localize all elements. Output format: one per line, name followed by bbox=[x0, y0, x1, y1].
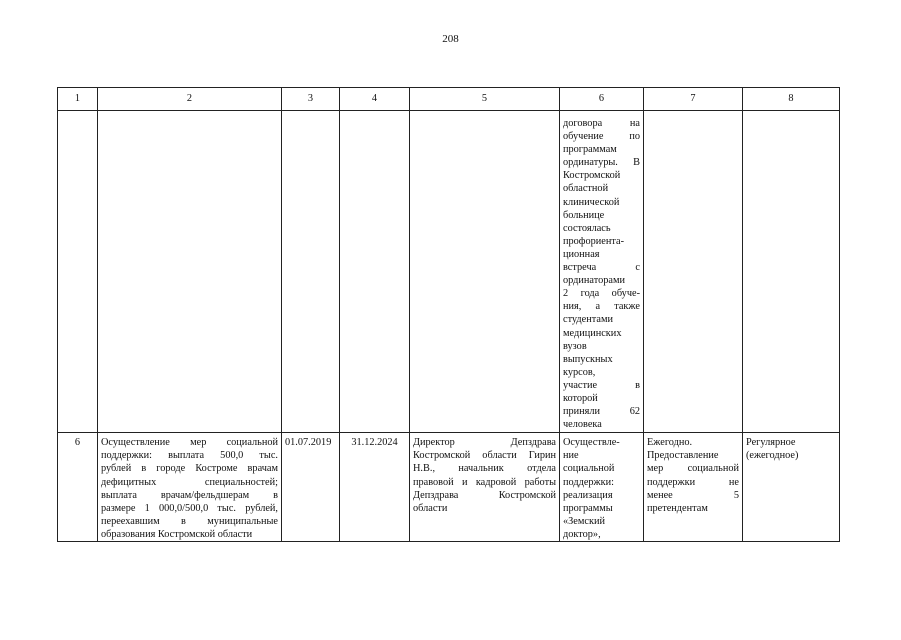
text-line: человека bbox=[563, 419, 602, 431]
text-line: клинической bbox=[563, 196, 620, 208]
column-number-7: 7 bbox=[644, 88, 743, 111]
text-line: доктор», bbox=[563, 528, 601, 540]
text-line: области bbox=[413, 502, 448, 514]
text-line: обучение по bbox=[563, 131, 640, 143]
table-row-continuation bbox=[58, 111, 840, 433]
text-line: дефицитных специальностей; bbox=[101, 476, 278, 488]
text-line: «Земский bbox=[563, 515, 605, 527]
text-line: Предоставление bbox=[647, 450, 719, 462]
text-line: ординатуры. В bbox=[563, 157, 640, 169]
text-line: участие в bbox=[563, 379, 640, 391]
column-number-8: 8 bbox=[743, 88, 840, 111]
header-row bbox=[58, 88, 840, 111]
column-number-2: 2 bbox=[98, 88, 282, 111]
text-line: областной bbox=[563, 183, 609, 195]
text-line: (ежегодное) bbox=[746, 450, 799, 462]
text-line: программы bbox=[563, 502, 613, 514]
text-line: выплата врачам/фельдшерам в bbox=[101, 489, 278, 501]
text-line: Ежегодно. bbox=[647, 437, 693, 449]
text-line: образования Костромской области bbox=[101, 528, 253, 540]
measures-table bbox=[57, 87, 840, 542]
cont-cell-3 bbox=[282, 111, 340, 433]
text-line: договора на bbox=[563, 118, 640, 129]
text-line: курсов, bbox=[563, 366, 596, 378]
text-line: Костромской области Гирин bbox=[413, 450, 556, 462]
periodicity bbox=[743, 433, 840, 542]
text-line: менее 5 bbox=[647, 489, 739, 501]
text-line: Костромской bbox=[563, 170, 621, 182]
column-number-1: 1 bbox=[58, 88, 98, 111]
text-line: правовой и кадровой работы bbox=[413, 476, 556, 488]
text-line: ния, а также bbox=[563, 301, 640, 313]
text-line: вузов bbox=[563, 340, 587, 352]
text-line: состоялась bbox=[563, 222, 611, 234]
text-line: Регулярное bbox=[746, 437, 796, 449]
text-line: ординаторами bbox=[563, 275, 625, 287]
text-line: которой bbox=[563, 392, 598, 404]
text-line: ционная bbox=[563, 248, 600, 260]
start-date: 01.07.2019 bbox=[282, 433, 340, 542]
text-line: выпускных bbox=[563, 353, 613, 365]
cont-cell-1 bbox=[58, 111, 98, 433]
cont-cell-4 bbox=[340, 111, 410, 433]
cont-cell-8 bbox=[743, 111, 840, 433]
result-text bbox=[560, 433, 644, 542]
text-line: рублей в городе Костроме врачам bbox=[101, 463, 278, 475]
cont-cell-2 bbox=[98, 111, 282, 433]
text-line: мер социальной bbox=[647, 463, 739, 475]
column-number-3: 3 bbox=[282, 88, 340, 111]
text-line: Осуществление мер социальной bbox=[101, 437, 278, 449]
text-line: медицинских bbox=[563, 327, 622, 339]
cont-cell-5 bbox=[410, 111, 560, 433]
text-line: размере 1 000,0/500,0 тыс. рублей, bbox=[101, 502, 278, 514]
text-line: поддержки: выплата 500,0 тыс. bbox=[101, 450, 278, 462]
text-line: профориента- bbox=[563, 235, 624, 247]
text-line: Осуществле- bbox=[563, 437, 620, 449]
text-line: встреча с bbox=[563, 262, 640, 274]
column-number-4: 4 bbox=[340, 88, 410, 111]
text-line: поддержки не bbox=[647, 476, 739, 488]
text-line: студентами bbox=[563, 314, 613, 326]
text-line: Директор Депздрава bbox=[413, 437, 556, 449]
text-line: реализация bbox=[563, 489, 613, 501]
measure-description bbox=[98, 433, 282, 542]
text-line: поддержки: bbox=[563, 476, 615, 488]
text-line: Депздрава Костромской bbox=[413, 489, 556, 501]
target-indicator bbox=[644, 433, 743, 542]
text-line: претендентам bbox=[647, 502, 708, 514]
text-line: больнице bbox=[563, 209, 605, 221]
row-number: 6 bbox=[58, 433, 98, 542]
column-number-5: 5 bbox=[410, 88, 560, 111]
text-line: ние bbox=[563, 450, 579, 462]
text-line: Н.В., начальник отдела bbox=[413, 463, 556, 475]
text-line: переехавшим в муниципальные bbox=[101, 515, 278, 527]
cont-cell-7 bbox=[644, 111, 743, 433]
text-line: приняли 62 bbox=[563, 406, 640, 418]
text-line: 2 года обуче- bbox=[563, 288, 640, 300]
page-number: 208 bbox=[442, 33, 459, 45]
text-line: программам bbox=[563, 144, 617, 156]
text-line: социальной bbox=[563, 463, 615, 475]
cont-cell-6-result-text bbox=[560, 111, 644, 433]
column-number-6: 6 bbox=[560, 88, 644, 111]
end-date: 31.12.2024 bbox=[340, 433, 410, 542]
responsible-person bbox=[410, 433, 560, 542]
table-row-6 bbox=[58, 433, 840, 542]
